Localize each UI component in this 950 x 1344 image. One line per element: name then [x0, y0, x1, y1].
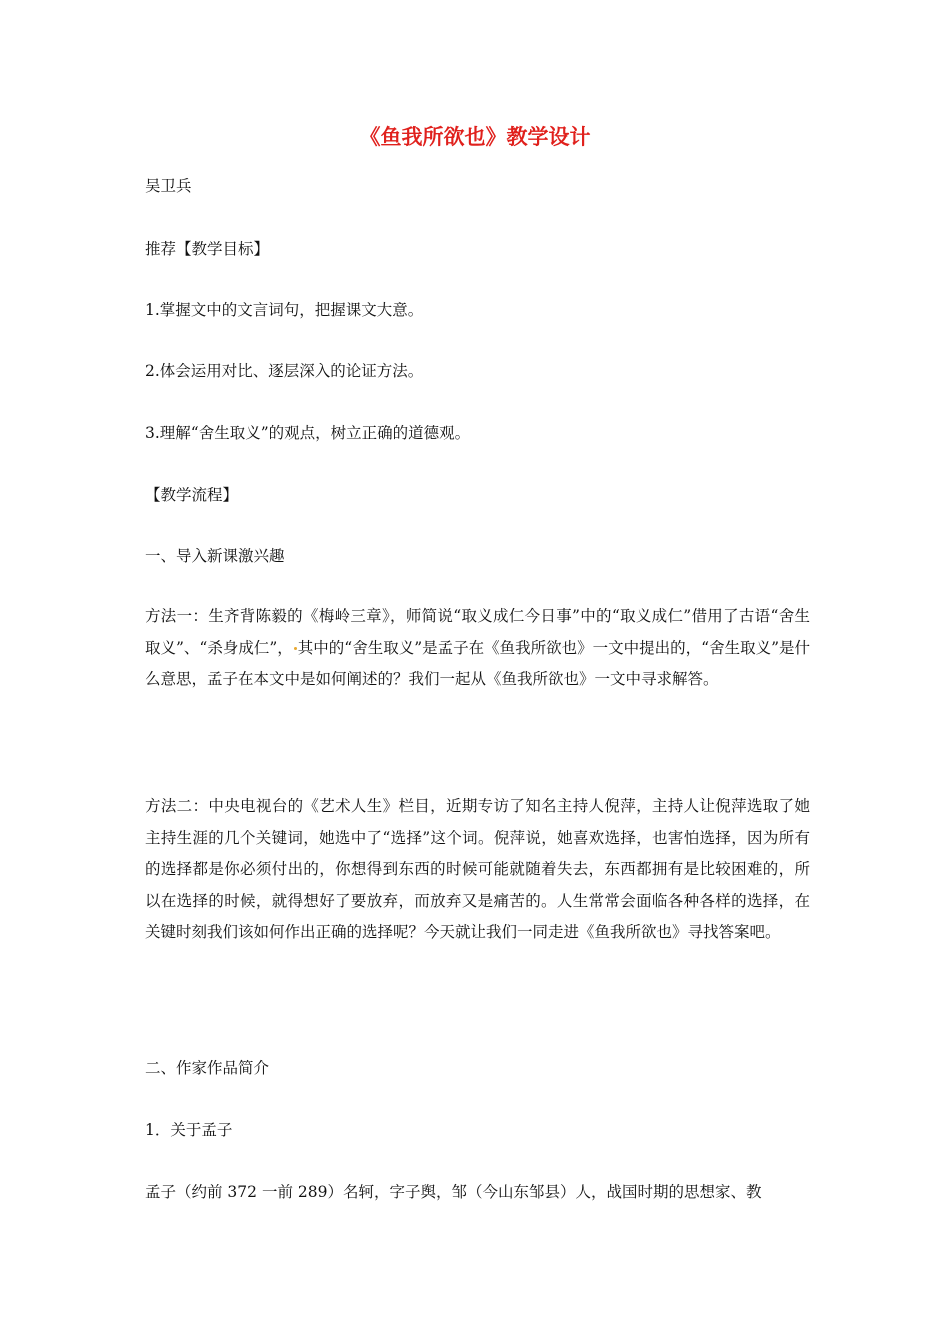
objective-item: 2.体会运用对比、逐层深入的论证方法。: [145, 362, 424, 380]
document-title: 《鱼我所欲也》教学设计: [359, 124, 591, 149]
objective-item: 3.理解“舍生取义”的观点，树立正确的道德观。: [145, 424, 471, 442]
method-one-paragraph: [145, 601, 810, 696]
method-one-text-b: 其中的“舍生取义”是孟子在《鱼我所欲也》一文中提出的，“舍生取义”是什么意思，孟子在本文中是如何阐述的？我们一起从《鱼我所欲也》一文中寻求解答。: [145, 638, 810, 689]
author-name: 吴卫兵: [145, 177, 192, 195]
method-one-text-a: 方法一：生齐背陈毅的《梅岭三章》，师简说“取义成仁今日事”中的“取义成仁”借用了古语“舍生取义”、“杀身成仁”，: [145, 607, 810, 657]
section-heading-intro: 一、导入新课激兴趣: [145, 547, 285, 565]
subsection-heading-mencius: 1．关于孟子: [145, 1121, 233, 1139]
dot-mark: [294, 647, 297, 650]
objective-item: 1.掌握文中的文言词句，把握课文大意。: [145, 301, 424, 319]
mencius-intro-line: 孟子（约前 372 一前 289）名轲，字子舆，邹（今山东邹县）人，战国时期的思想家、教: [145, 1183, 762, 1201]
process-heading: 【教学流程】: [145, 486, 239, 504]
method-two-paragraph: 方法二：中央电视台的《艺术人生》栏目，近期专访了知名主持人倪萍，主持人让倪萍选取了她主持生涯的几个关键词，她选中了“选择”这个词。倪萍说，她喜欢选择，也害怕选择，因为所有的选择都是你必须付出的，你想得到东西的时候可能就随着失去，东西都拥有是比较困难的，所以在选择的时候，就得想好了要放弃，而放弃又是痛苦的。人生常常会面临各种各样的选择，在关键时刻我们该如何作出正确的选择呢？今天就让我们一同走进《鱼我所欲也》寻找答案吧。: [145, 797, 810, 942]
objectives-heading: 推荐【教学目标】: [145, 240, 270, 258]
section-heading-author: 二、作家作品简介: [145, 1059, 270, 1077]
